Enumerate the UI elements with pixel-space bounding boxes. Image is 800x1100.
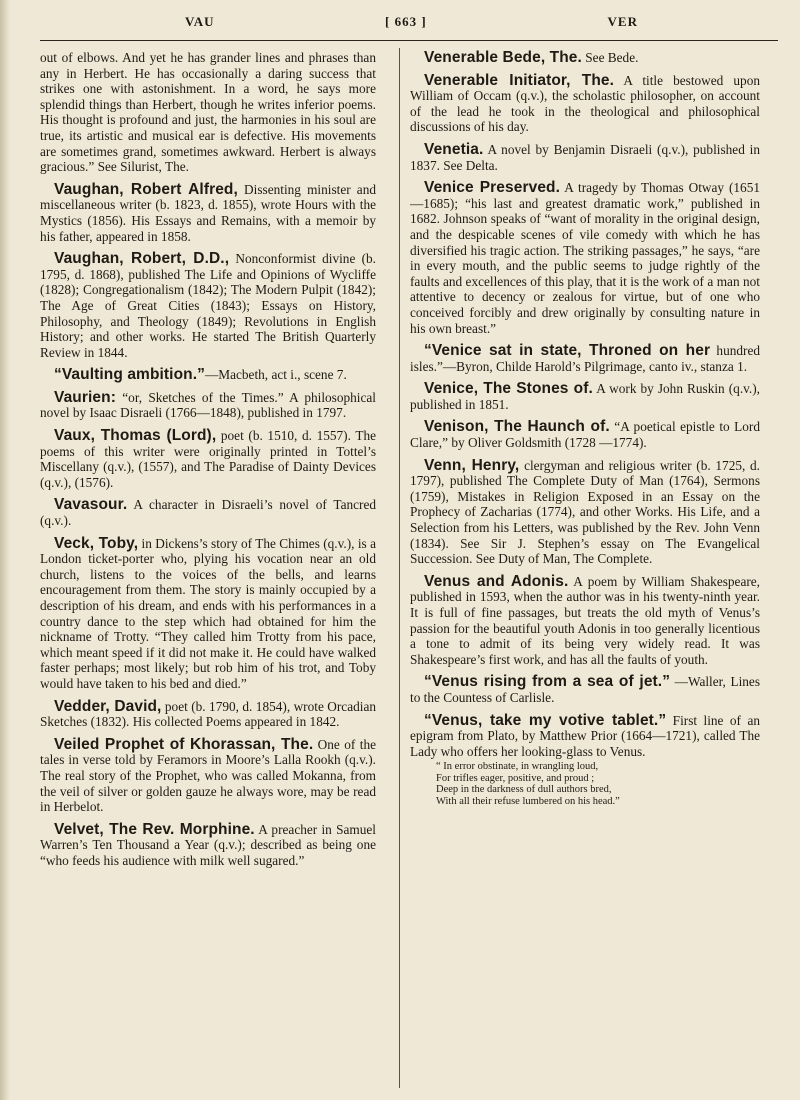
dictionary-entry — [40, 497, 376, 528]
entry-text: One of the tales in verse told by Feramors in Moore’s Lalla Rookh (q.v.). The real story of the Prophet, who was called Mokanna, from the veil of silver or golden gauze he always wore, may be read in Herbelot. — [40, 736, 376, 815]
entry-text: A title bestowed upon William of Occam (q.v.), the scholastic philosopher, on account of the lead he took in the theological and philosophical discussions of his day. — [410, 72, 760, 135]
column-divider — [399, 48, 400, 1088]
entry-headword: Velvet, The Rev. Morphine. — [54, 820, 255, 838]
quote-line: Deep in the darkness of dull authors bred, — [436, 784, 612, 796]
dictionary-entry — [410, 381, 760, 412]
quote-line: With all their refuse lumbered on his head.” — [436, 795, 620, 807]
entry-headword: Venetia. — [424, 140, 484, 158]
right-column — [410, 50, 760, 1090]
running-header — [40, 14, 778, 36]
entry-text: A poem by William Shakespeare, published in 1593, when the author was in his twenty-ninth year. It is full of fine passages, but treats the old myth of Venus’s passion for the beautiful youth Adonis in too generally licentious a tone to admit of its being very widely read. It was Shakespeare’s first work, and has all the faults of youth. — [410, 573, 760, 667]
entry-headword: Venerable Initiator, The. — [424, 71, 615, 89]
entry-text: hundred isles.”—Byron, Childe Harold’s Pilgrimage, canto iv., stanza 1. — [410, 343, 760, 374]
entry-headword: Vavasour. — [54, 496, 128, 514]
entry-text: First line of an epigram from Plato, by Matthew Prior (1664—1721), called The Lady who offers her looking-glass to Venus. — [410, 712, 760, 759]
entry-text: “A poetical epistle to Lord Clare,” by Oliver Goldsmith (1728 —1774). — [410, 419, 760, 451]
entry-text: poet (b. 1790, d. 1854), wrote Orcadian Sketches (1832). His collected Poems appeared in 1842. — [40, 698, 376, 730]
entry-headword: “Vaulting ambition.” — [54, 366, 205, 384]
entry-text: Dissenting minister and miscellaneous writer (b. 1823, d. 1855), wrote Hours with the Mystics (1856). His Essays and Remains, with a memoir by his father, appeared in 1858. — [40, 181, 376, 244]
dictionary-entry — [40, 536, 376, 692]
page-binding-edge — [0, 0, 10, 1100]
dictionary-entry — [40, 367, 376, 383]
header-rule — [40, 40, 778, 41]
dictionary-entry — [40, 50, 376, 175]
entry-headword: “Venus, take my votive tablet.” — [424, 711, 667, 729]
dictionary-entry — [40, 182, 376, 244]
entry-text: Nonconformist divine (b. 1795, d. 1868), published The Life and Opinions of Wycliffe (1828); Congregationalism (1842); The Modern Pulpit (1842); The Age of Great Cities (1843); Essays on History, Philosophy, and Theology (1849); Revolutions in English History; and other works. He started The British Quarterly Review in 1844. — [40, 251, 376, 360]
entry-text: “or, Sketches of the Times.” A philosophical novel by Isaac Disraeli (1766—1848), published in 1797. — [40, 389, 376, 421]
entry-text: in Dickens’s story of The Chimes (q.v.), is a London ticket-porter who, plying his vocation near an old church, listens to the voices of the bells, and learns encouragement from them. The story is mainly occupied by a description of his dream, and ends with his performances in a country dance to the step which had obtained for him the nickname of Trotty. “They called him Trotty from his pace, which meant speed if it did not make it. He could have walked faster perhaps; most likely; but rob him of his trot, and Toby would have taken to his bed and died.” — [40, 535, 376, 691]
entry-text: A novel by Benjamin Disraeli (q.v.), published in 1837. See Delta. — [410, 141, 760, 173]
entry-headword: Venerable Bede, The. — [424, 50, 582, 66]
header-right-guide-word: VER — [607, 14, 638, 29]
entry-headword: Vedder, David, — [54, 697, 162, 715]
entry-headword: Venn, Henry, — [424, 456, 520, 474]
entry-text: A character in Disraeli’s novel of Tancred (q.v.). — [40, 497, 376, 529]
dictionary-entry — [410, 674, 760, 705]
entry-headword: Veck, Toby, — [54, 534, 139, 552]
dictionary-entry — [410, 343, 760, 374]
entry-text: A work by John Ruskin (q.v.), published in 1851. — [410, 381, 760, 412]
header-left-guide-word: VAU — [185, 14, 215, 29]
entry-headword: Vaughan, Robert, D.D., — [54, 250, 230, 268]
dictionary-entry — [410, 458, 760, 567]
dictionary-entry — [410, 713, 760, 808]
entry-headword: Venice, The Stones of. — [424, 380, 593, 398]
dictionary-entry — [410, 574, 760, 668]
entry-headword: Veiled Prophet of Khorassan, The. — [54, 735, 314, 753]
dictionary-entry — [40, 251, 376, 360]
left-column — [40, 50, 376, 1090]
entry-headword: Venison, The Haunch of. — [424, 418, 610, 436]
entry-headword: Venice Preserved. — [424, 179, 561, 197]
entry-text: —Waller, Lines to the Countess of Carlisle. — [410, 674, 760, 705]
page-number: [ 663 ] — [385, 14, 427, 29]
quote-line: For trifles eager, positive, and proud ; — [436, 772, 595, 784]
dictionary-entry — [40, 428, 376, 490]
verse-quotation — [436, 761, 760, 807]
entry-text: out of elbows. And yet he has grander lines and phrases than any in Herbert. He has occasionally a daring success that strikes one with astonishment. In a word, he says more splendid things than Herbert, though he writes inferior poems. His thought is profound and just, the harmonies in his soul are true, its artistic and musical ear is defective. His movements are sometimes grand, sometimes awkward. Herbert is always gracious.” See Silurist, The. — [40, 50, 376, 175]
entry-text: A preacher in Samuel Warren’s Ten Thousand a Year (q.v.); described as being one “who feeds his audience with milk well sugared.” — [40, 821, 376, 868]
quote-line: “ In error obstinate, in wrangling loud, — [436, 761, 599, 773]
entry-headword: “Venus rising from a sea of jet.” — [424, 673, 671, 691]
dictionary-entry — [40, 737, 376, 815]
entry-headword: Vaurien: — [54, 388, 116, 406]
dictionary-entry — [410, 419, 760, 450]
entry-headword: Vaughan, Robert Alfred, — [54, 180, 238, 198]
entry-headword: Venus and Adonis. — [424, 572, 569, 590]
dictionary-entry — [410, 142, 760, 173]
entry-text: poet (b. 1510, d. 1557). The poems of this writer were originally printed in Tottel’s Miscellany (q.v.), (1557), and The Paradise of Dainty Devices (q.v.), (1576). — [40, 428, 376, 490]
dictionary-entry — [410, 73, 760, 135]
entry-text: —Macbeth, act i., scene 7. — [204, 367, 347, 383]
dictionary-entry — [40, 390, 376, 421]
dictionary-entry — [40, 822, 376, 869]
dictionary-entry — [410, 180, 760, 336]
entry-headword: “Venice sat in state, Throned on her — [424, 342, 711, 360]
dictionary-entry — [410, 50, 760, 66]
dictionary-entry — [40, 699, 376, 730]
entry-text: See Bede. — [585, 50, 639, 65]
entry-headword: Vaux, Thomas (Lord), — [54, 427, 217, 445]
entry-text: A tragedy by Thomas Otway (1651—1685); “his last and greatest dramatic work,” published in 1682. Johnson speaks of “want of morality in the original design, and the despicable scenes of vile comedy with which he has diversified his tragic action. The striking passages,” he says, “are in every mouth, and the public seems to judge rightly of the faults and excellences of this play, that it is the work of a man not attentive to decency or zealous for virtue, but of one who conceived forcibly and drew originally by consulting nature in his own breast.” — [410, 180, 760, 336]
entry-text: clergyman and religious writer (b. 1725, d. 1797), published The Complete Duty of Man (1764), Sermons (1759), Mistakes in Religion Exposed in an Essay on the Prophecy of Zacharias (1774), and other Works. His Life, and a Selection from his Letters, was published by the Rev. John Venn (1834). See Sir J. Stephen’s essay on The Evangelical Succession. See Duty of Man, The Complete. — [410, 457, 760, 567]
